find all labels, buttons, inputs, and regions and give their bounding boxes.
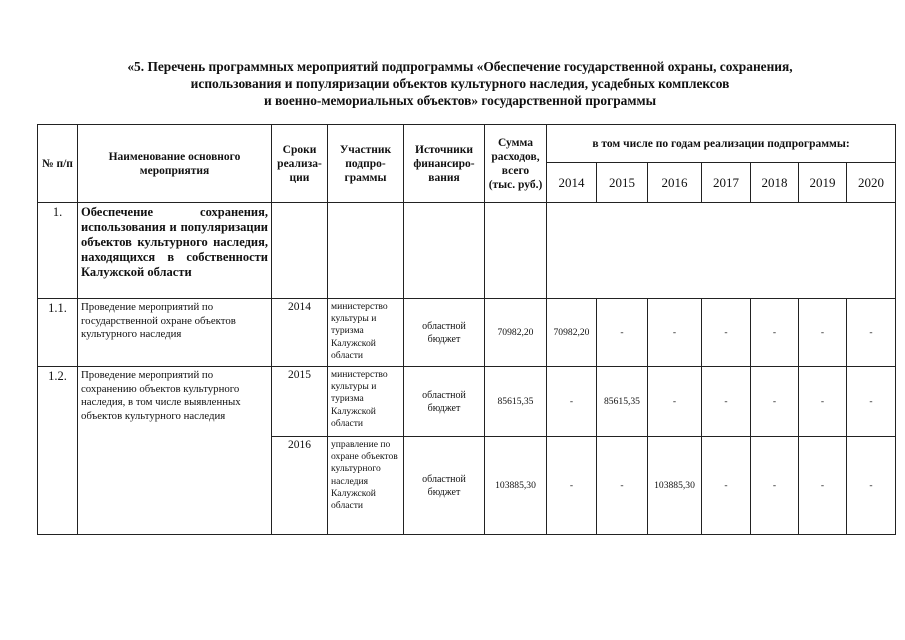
source-cell: областной бюджет xyxy=(404,299,485,367)
row-num: 1.1. xyxy=(38,299,78,367)
year-value: - xyxy=(751,437,799,535)
year-value: 70982,20 xyxy=(547,299,597,367)
year-value: - xyxy=(648,367,702,437)
total-cell: 85615,35 xyxy=(485,367,547,437)
year-value: - xyxy=(751,299,799,367)
total-cell: 103885,30 xyxy=(485,437,547,535)
header-year: 2015 xyxy=(597,163,648,203)
year-value: - xyxy=(702,367,751,437)
participant-cell: министерство культуры и туризма Калужской области xyxy=(328,367,404,437)
source-cell: областной бюджет xyxy=(404,367,485,437)
participant-cell: управление по охране объектов культурного наследия Калужской области xyxy=(328,437,404,535)
header-source: Источники финансиро-вания xyxy=(404,125,485,203)
empty-cell xyxy=(547,203,896,299)
period-cell: 2015 xyxy=(272,367,328,437)
program-activities-table xyxy=(37,124,896,535)
participant-cell: министерство культуры и туризма Калужской области xyxy=(328,299,404,367)
header-year: 2019 xyxy=(799,163,847,203)
header-year: 2014 xyxy=(547,163,597,203)
year-value: - xyxy=(847,437,896,535)
empty-cell xyxy=(328,203,404,299)
source-cell: областной бюджет xyxy=(404,437,485,535)
header-year: 2017 xyxy=(702,163,751,203)
header-year: 2020 xyxy=(847,163,896,203)
header-year: 2016 xyxy=(648,163,702,203)
period-cell: 2014 xyxy=(272,299,328,367)
header-name: Наименование основного мероприятия xyxy=(78,125,272,203)
table-row xyxy=(38,299,896,367)
activity-name: Проведение мероприятий по государственной охране объектов культурного наследия xyxy=(78,299,272,367)
year-value: - xyxy=(702,299,751,367)
total-cell: 70982,20 xyxy=(485,299,547,367)
year-value: - xyxy=(799,367,847,437)
year-value: - xyxy=(751,367,799,437)
title-line-1: «5. Перечень программных мероприятий подпрограммы «Обеспечение государственной охраны, сохранения, xyxy=(127,59,793,74)
year-value: - xyxy=(547,437,597,535)
year-value: - xyxy=(847,299,896,367)
header-num: № п/п xyxy=(38,125,78,203)
table-row xyxy=(38,367,896,437)
header-year: 2018 xyxy=(751,163,799,203)
year-value: 103885,30 xyxy=(648,437,702,535)
empty-cell xyxy=(404,203,485,299)
year-value: - xyxy=(597,299,648,367)
row-num: 1.2. xyxy=(38,367,78,535)
row-num: 1. xyxy=(38,203,78,299)
year-value: - xyxy=(847,367,896,437)
year-value: - xyxy=(702,437,751,535)
title-line-3: и военно-мемориальных объектов» государственной программы xyxy=(263,93,657,108)
activity-name: Обеспечение сохранения, использования и популяризации объектов культурного наследия, находящихся в собственности Калужской области xyxy=(78,203,272,299)
header-row xyxy=(38,125,896,163)
year-value: - xyxy=(799,299,847,367)
table-row xyxy=(38,203,896,299)
year-value: - xyxy=(547,367,597,437)
activity-name: Проведение мероприятий по сохранению объектов культурного наследия, в том числе выявленных объектов культурного наследия xyxy=(78,367,272,535)
year-value: 85615,35 xyxy=(597,367,648,437)
empty-cell xyxy=(485,203,547,299)
empty-cell xyxy=(272,203,328,299)
header-participant: Участник подпро-граммы xyxy=(328,125,404,203)
header-period: Сроки реализа-ции xyxy=(272,125,328,203)
header-total: Сумма расходов, всего (тыс. руб.) xyxy=(485,125,547,203)
year-value: - xyxy=(597,437,648,535)
period-cell: 2016 xyxy=(272,437,328,535)
title-line-2: использования и популяризации объектов культурного наследия, усадебных комплексов xyxy=(190,76,730,91)
year-value: - xyxy=(799,437,847,535)
header-by-years: в том числе по годам реализации подпрограммы: xyxy=(547,125,896,163)
year-value: - xyxy=(648,299,702,367)
document-title xyxy=(80,58,840,109)
